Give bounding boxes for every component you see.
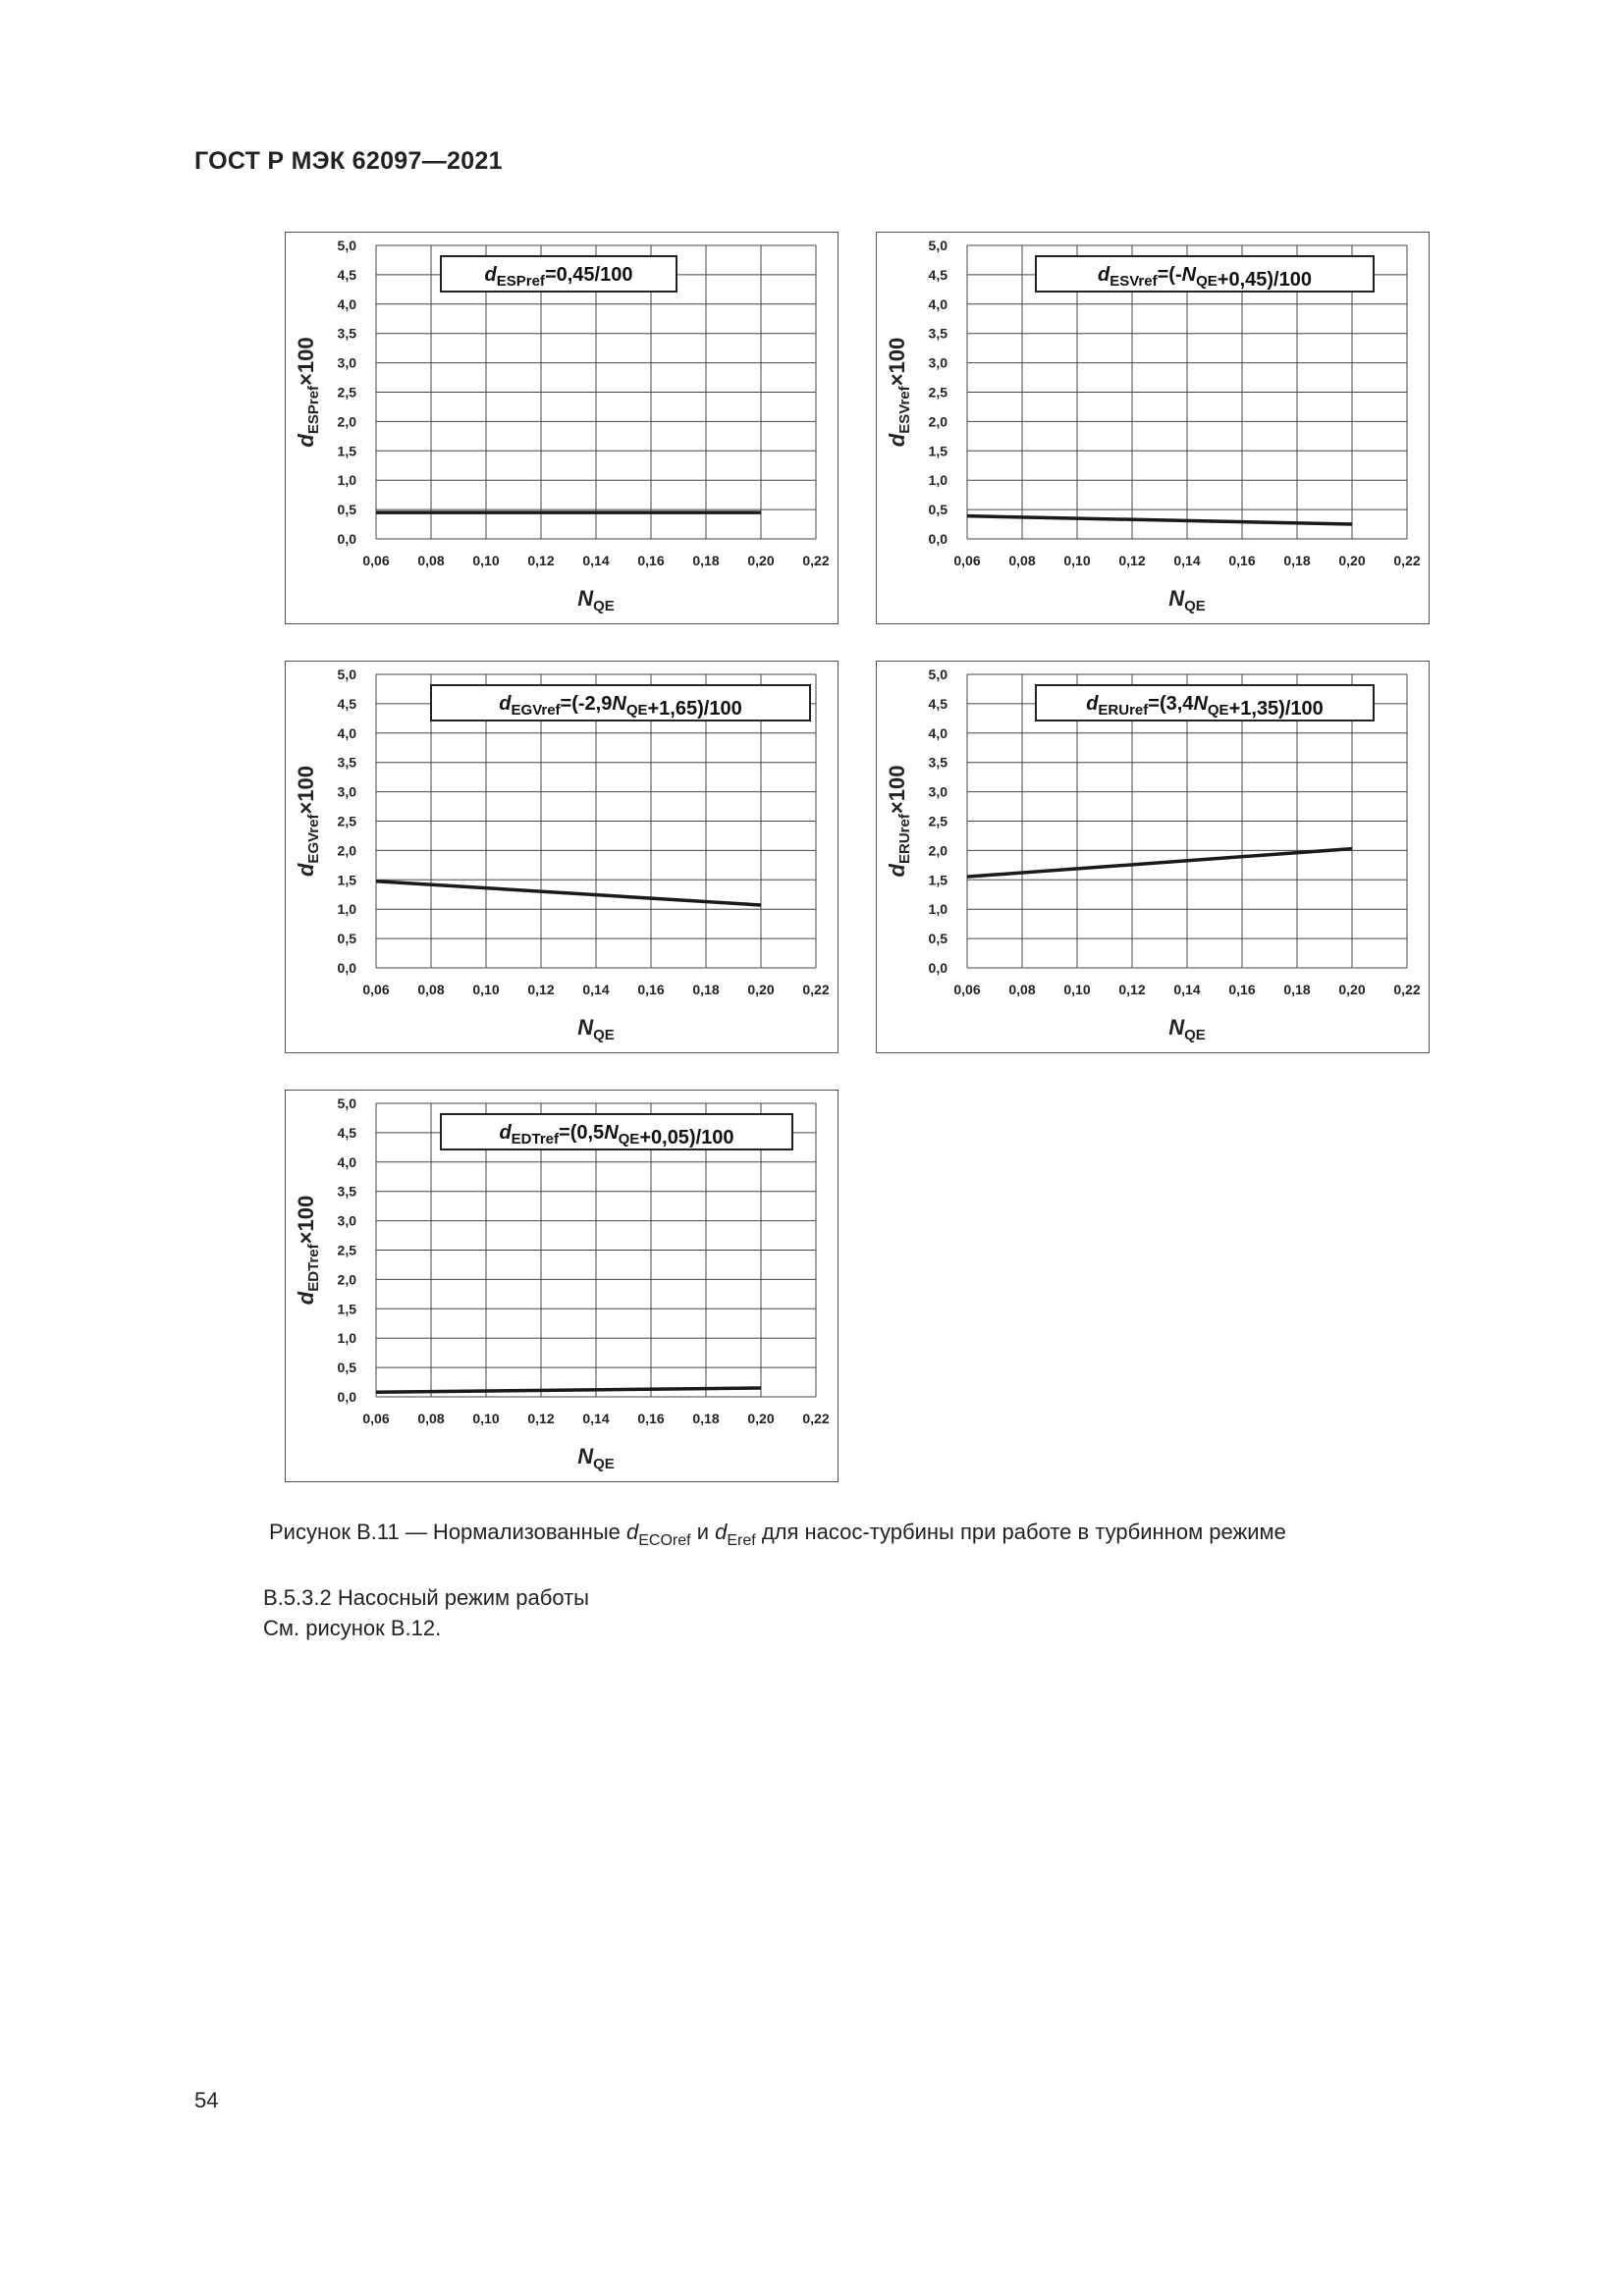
y-tick-label: 0,0 [928, 531, 947, 547]
series-line [376, 1388, 761, 1392]
x-tick-label: 0,16 [637, 553, 665, 568]
annotation-n-sub: QE [618, 1131, 640, 1148]
body-text [263, 1582, 589, 1643]
figure-caption [269, 1520, 1286, 1549]
y-axis-label-tail: ×100 [294, 337, 318, 386]
x-tick-label: 0,16 [637, 1411, 665, 1426]
x-tick-label: 0,22 [802, 553, 830, 568]
x-tick-label: 0,20 [747, 1411, 775, 1426]
y-tick-label: 4,0 [337, 1153, 356, 1170]
x-tick-label: 0,20 [1338, 982, 1366, 997]
x-axis-label [577, 1444, 615, 1472]
y-tick-label: 4,5 [337, 1124, 356, 1141]
annotation-sub: EGVref [511, 702, 561, 719]
x-tick-label: 0,08 [1008, 982, 1036, 997]
y-tick-label: 0,5 [337, 931, 356, 947]
annotation-text: +1,35)/100 [1228, 698, 1324, 720]
x-tick-label: 0,14 [1173, 982, 1201, 997]
y-tick-label: 0,0 [337, 531, 356, 547]
y-tick-label: 5,0 [337, 238, 356, 253]
y-axis-label [885, 766, 913, 878]
x-tick-label: 0,16 [637, 982, 665, 997]
annotation-n: N [1193, 693, 1208, 715]
y-tick-label: 1,5 [337, 872, 356, 888]
y-tick-label: 4,0 [337, 724, 356, 741]
annotation-n: N [1181, 264, 1197, 286]
x-axis-label-main: N [577, 1444, 594, 1468]
x-tick-label: 0,16 [1228, 982, 1256, 997]
caption-suffix: для насос-турбины при работе в турбинном режиме [755, 1520, 1286, 1544]
y-axis-label-tail: ×100 [294, 765, 318, 815]
y-tick-label: 1,5 [928, 443, 947, 459]
y-tick-label: 2,0 [337, 413, 356, 430]
x-axis-label-sub: QE [1184, 598, 1206, 614]
x-axis-label [577, 1015, 615, 1043]
chart-svg [877, 662, 1428, 1051]
x-tick-label: 0,22 [1393, 553, 1421, 568]
x-tick-label: 0,08 [1008, 553, 1036, 568]
y-tick-label: 3,0 [337, 783, 356, 800]
y-tick-label: 2,5 [928, 384, 947, 400]
chart-svg [877, 233, 1428, 622]
y-tick-label: 4,5 [337, 266, 356, 283]
caption-sub1: ECOref [638, 1532, 691, 1549]
x-axis-label-main: N [577, 1015, 594, 1040]
y-tick-label: 4,5 [928, 695, 947, 712]
y-tick-label: 1,0 [337, 1330, 356, 1347]
y-tick-label: 1,5 [337, 1301, 356, 1317]
y-tick-label: 3,0 [928, 354, 947, 371]
x-tick-label: 0,08 [417, 553, 445, 568]
annotation-text: =(3,4 [1148, 693, 1194, 715]
x-tick-label: 0,20 [747, 553, 775, 568]
y-axis-label-tail: ×100 [885, 337, 909, 387]
y-tick-label: 1,0 [928, 472, 947, 489]
annotation-n-sub: QE [625, 702, 648, 719]
annotation-text: =(0,5 [559, 1122, 605, 1144]
y-tick-label: 2,0 [928, 842, 947, 859]
page-number: 54 [194, 2088, 219, 2112]
x-tick-label: 0,14 [582, 553, 610, 568]
x-tick-label: 0,14 [582, 1411, 610, 1426]
y-axis-label-sub: ERUref [896, 814, 913, 864]
y-tick-label: 4,5 [928, 266, 947, 283]
y-tick-label: 5,0 [928, 238, 947, 253]
x-tick-label: 0,14 [1173, 553, 1201, 568]
y-tick-label: 1,0 [337, 472, 356, 489]
x-tick-label: 0,20 [1338, 553, 1366, 568]
y-axis-label-sub: EGVref [305, 814, 322, 864]
series-line [967, 849, 1352, 877]
y-tick-label: 0,5 [928, 502, 947, 518]
see-figure-text: См. рисунок B.12. [263, 1616, 442, 1640]
y-axis-label-tail: ×100 [294, 1195, 318, 1245]
x-tick-label: 0,12 [1118, 982, 1146, 997]
y-tick-label: 3,5 [337, 325, 356, 342]
x-axis-label-main: N [1168, 1015, 1185, 1040]
x-tick-label: 0,12 [527, 1411, 555, 1426]
y-tick-label: 4,0 [928, 724, 947, 741]
y-tick-label: 2,0 [337, 842, 356, 859]
y-tick-label: 1,5 [337, 443, 356, 459]
y-tick-label: 3,0 [928, 783, 947, 800]
annotation-n-sub: QE [1207, 702, 1229, 719]
x-axis-label-sub: QE [593, 1027, 615, 1043]
x-tick-label: 0,22 [1393, 982, 1421, 997]
x-tick-label: 0,18 [1283, 553, 1311, 568]
series-line [967, 516, 1352, 524]
y-tick-label: 2,0 [928, 413, 947, 430]
x-tick-label: 0,10 [472, 982, 500, 997]
x-axis-label-sub: QE [593, 1456, 615, 1472]
annotation-text: =(-2,9 [560, 693, 613, 715]
x-axis-label [1168, 586, 1206, 614]
annotation-text: +0,05)/100 [639, 1127, 734, 1148]
annotation-sub: ESVref [1110, 273, 1158, 290]
y-tick-label: 0,5 [337, 1360, 356, 1376]
y-tick-label: 5,0 [337, 1095, 356, 1111]
caption-d2: d [715, 1520, 728, 1544]
y-axis-label [294, 1196, 322, 1305]
y-tick-label: 4,5 [337, 695, 356, 712]
x-tick-label: 0,08 [417, 1411, 445, 1426]
x-axis-label-sub: QE [593, 598, 615, 614]
chart-eruref [876, 661, 1430, 1053]
annotation-text: =0,45/100 [544, 264, 633, 286]
y-tick-label: 2,5 [337, 813, 356, 829]
chart-svg [286, 233, 837, 622]
x-tick-label: 0,22 [802, 982, 830, 997]
y-tick-label: 5,0 [337, 667, 356, 682]
x-tick-label: 0,18 [1283, 982, 1311, 997]
section-heading: B.5.3.2 Насосный режим работы [263, 1585, 589, 1610]
x-axis-label-main: N [1168, 586, 1185, 611]
annotation-d: d [1098, 264, 1110, 286]
x-tick-label: 0,06 [362, 553, 390, 568]
y-axis-label-main: d [294, 434, 318, 448]
y-tick-label: 5,0 [928, 667, 947, 682]
annotation-n: N [612, 693, 626, 715]
caption-d1: d [626, 1520, 639, 1544]
chart-edtref [285, 1090, 839, 1482]
y-axis-label-main: d [294, 863, 318, 878]
annotation-d: d [1086, 693, 1099, 715]
x-tick-label: 0,10 [472, 1411, 500, 1426]
x-tick-label: 0,06 [953, 553, 981, 568]
x-tick-label: 0,14 [582, 982, 610, 997]
y-tick-label: 1,5 [928, 872, 947, 888]
x-tick-label: 0,10 [1063, 553, 1091, 568]
annotation-text: +1,65)/100 [647, 698, 742, 720]
x-axis-label [577, 586, 615, 614]
chart-espref [285, 232, 839, 624]
annotation-sub: ESPref [496, 273, 545, 290]
y-axis-label-tail: ×100 [885, 765, 909, 815]
annotation-d: d [484, 264, 497, 286]
x-tick-label: 0,16 [1228, 553, 1256, 568]
y-tick-label: 0,0 [337, 960, 356, 976]
chart-egvref [285, 661, 839, 1053]
y-tick-label: 0,0 [337, 1389, 356, 1405]
x-tick-label: 0,18 [692, 553, 720, 568]
y-axis-label [294, 766, 322, 877]
x-tick-label: 0,10 [1063, 982, 1091, 997]
x-tick-label: 0,12 [527, 982, 555, 997]
x-tick-label: 0,18 [692, 982, 720, 997]
x-tick-label: 0,06 [953, 982, 981, 997]
chart-svg [286, 1091, 837, 1480]
y-tick-label: 2,5 [928, 813, 947, 829]
y-tick-label: 3,5 [928, 325, 947, 342]
y-tick-label: 2,5 [337, 1242, 356, 1258]
annotation-sub: ERUref [1098, 702, 1149, 719]
chart-esvref [876, 232, 1430, 624]
x-axis-label [1168, 1015, 1206, 1043]
y-axis-label-main: d [885, 863, 909, 878]
y-tick-label: 1,0 [928, 901, 947, 918]
annotation-n: N [604, 1122, 619, 1144]
y-tick-label: 4,0 [337, 295, 356, 312]
y-tick-label: 0,5 [928, 931, 947, 947]
x-axis-label-sub: QE [1184, 1027, 1206, 1043]
y-tick-label: 2,5 [337, 384, 356, 400]
y-tick-label: 3,5 [337, 754, 356, 771]
y-tick-label: 3,0 [337, 354, 356, 371]
x-tick-label: 0,22 [802, 1411, 830, 1426]
y-axis-label-main: d [885, 433, 909, 448]
x-tick-label: 0,10 [472, 553, 500, 568]
x-tick-label: 0,08 [417, 982, 445, 997]
y-tick-label: 3,5 [337, 1183, 356, 1200]
y-tick-label: 0,5 [337, 502, 356, 518]
y-axis-label [885, 338, 913, 447]
x-tick-label: 0,12 [1118, 553, 1146, 568]
y-axis-label-sub: EDTref [305, 1244, 322, 1292]
y-tick-label: 4,0 [928, 295, 947, 312]
x-tick-label: 0,06 [362, 982, 390, 997]
x-tick-label: 0,06 [362, 1411, 390, 1426]
caption-mid: и [690, 1520, 716, 1544]
y-tick-label: 3,5 [928, 754, 947, 771]
x-tick-label: 0,20 [747, 982, 775, 997]
document-header: ГОСТ Р МЭК 62097—2021 [194, 147, 503, 175]
annotation-d: d [499, 1122, 512, 1144]
x-axis-label-main: N [577, 586, 594, 611]
y-axis-label [294, 337, 322, 447]
annotation-text: =(- [1157, 264, 1182, 286]
annotation-d: d [499, 693, 512, 715]
annotation-sub: EDTref [511, 1131, 560, 1148]
y-tick-label: 2,0 [337, 1271, 356, 1288]
caption-prefix: Рисунок B.11 — Нормализованные [269, 1520, 626, 1544]
y-tick-label: 1,0 [337, 901, 356, 918]
y-tick-label: 3,0 [337, 1212, 356, 1229]
series-line [376, 881, 761, 905]
chart-svg [286, 662, 837, 1051]
y-tick-label: 0,0 [928, 960, 947, 976]
y-axis-label-sub: ESPref [305, 385, 322, 435]
annotation-text: +0,45)/100 [1217, 269, 1312, 291]
caption-sub2: Eref [727, 1532, 756, 1549]
y-axis-label-sub: ESVref [896, 386, 913, 434]
y-axis-label-main: d [294, 1291, 318, 1306]
x-tick-label: 0,18 [692, 1411, 720, 1426]
annotation-n-sub: QE [1196, 273, 1218, 290]
x-tick-label: 0,12 [527, 553, 555, 568]
